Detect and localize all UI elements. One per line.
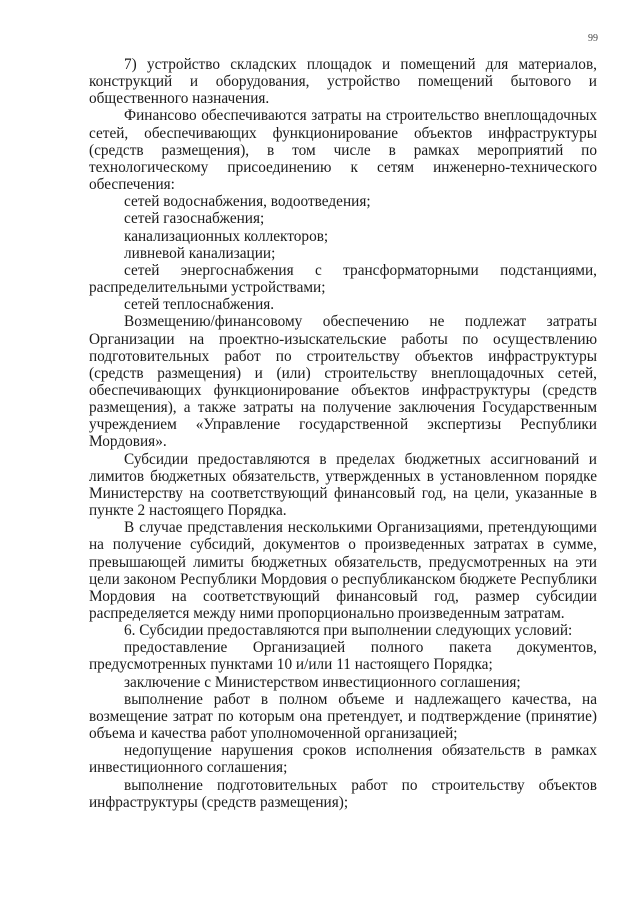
list-item-heat-networks: сетей теплоснабжения. [124,296,275,314]
list-item-sewer-collectors: канализационных коллекторов; [124,227,329,245]
paragraph-subsidy-limits: Субсидии предоставляются в пределах бюджетных ассигнований и лимитов бюджетных обязательств, утвержденных в установленном порядке Министерству на соответствующий финансовый год, на цели, указанные в пункте 2 настоящего Порядка. [89,450,597,520]
paragraph-non-reimbursable-costs: Возмещению/финансовому обеспечению не подлежат затраты Организации на проектно-изыскательские работы по осуществлению подготовительных работ по строительству объектов инфраструктуры (средств размещения) и (или) строительству внеплощадочных сетей, обеспечивающих функционирование объектов инфраструктуры (средств размещения), а также затраты на получение заключения Государственным учреждением «Управление государственной экспертизы Республики Мордовия». [89,313,597,451]
paragraph-financed-costs: Финансово обеспечиваются затраты на строительство внеплощадочных сетей, обеспечивающих функционирование объектов инфраструктуры (средств размещения), в том числе в рамках мероприятий по технологическому присоединению к сетям инженерно-технического обеспечения: [89,107,597,194]
list-item-water-networks: сетей водоснабжения, водоотведения; [124,193,371,211]
condition-documents-package: предоставление Организацией полного пакета документов, предусмотренных пунктами 10 и/или 11 настоящего Порядка; [89,639,597,674]
paragraph-proportional-distribution: В случае представления несколькими Организациями, претендующими на получение субсидий, документов о произведенных затратах в сумме, превышающей лимиты бюджетных обязательств, предусмотренных на эти цели законом Республики Мордовия о республиканском бюджете Республики Мордовия на соответствующий финансовый год, размер субсидии распределяется между ними пропорционально произведенным затратам. [89,519,597,622]
paragraph-section-6-conditions: 6. Субсидии предоставляются при выполнении следующих условий: [124,622,573,640]
list-item-gas-networks: сетей газоснабжения; [124,210,265,228]
condition-investment-agreement: заключение с Министерством инвестиционного соглашения; [124,673,521,691]
condition-preparatory-works: выполнение подготовительных работ по строительству объектов инфраструктуры (средств размещения); [89,776,597,811]
list-item-power-networks: сетей энергоснабжения с трансформаторными подстанциями, распределительными устройствами; [89,261,597,297]
condition-deadlines: недопущение нарушения сроков исполнения обязательств в рамках инвестиционного соглашения; [89,742,597,777]
condition-works-quality: выполнение работ в полном объеме и надлежащего качества, на возмещение затрат по которым она претендует, и подтверждение (принятие) объема и качества работ уполномоченной организацией; [89,690,597,743]
list-item-storm-sewer: ливневой канализации; [124,244,276,262]
page-number: 99 [588,33,598,44]
document-body [89,56,597,811]
paragraph-item-7-construction: 7) устройство складских площадок и помещений для материалов, конструкций и оборудования, устройство помещений бытового и общественного назначения. [89,56,597,108]
